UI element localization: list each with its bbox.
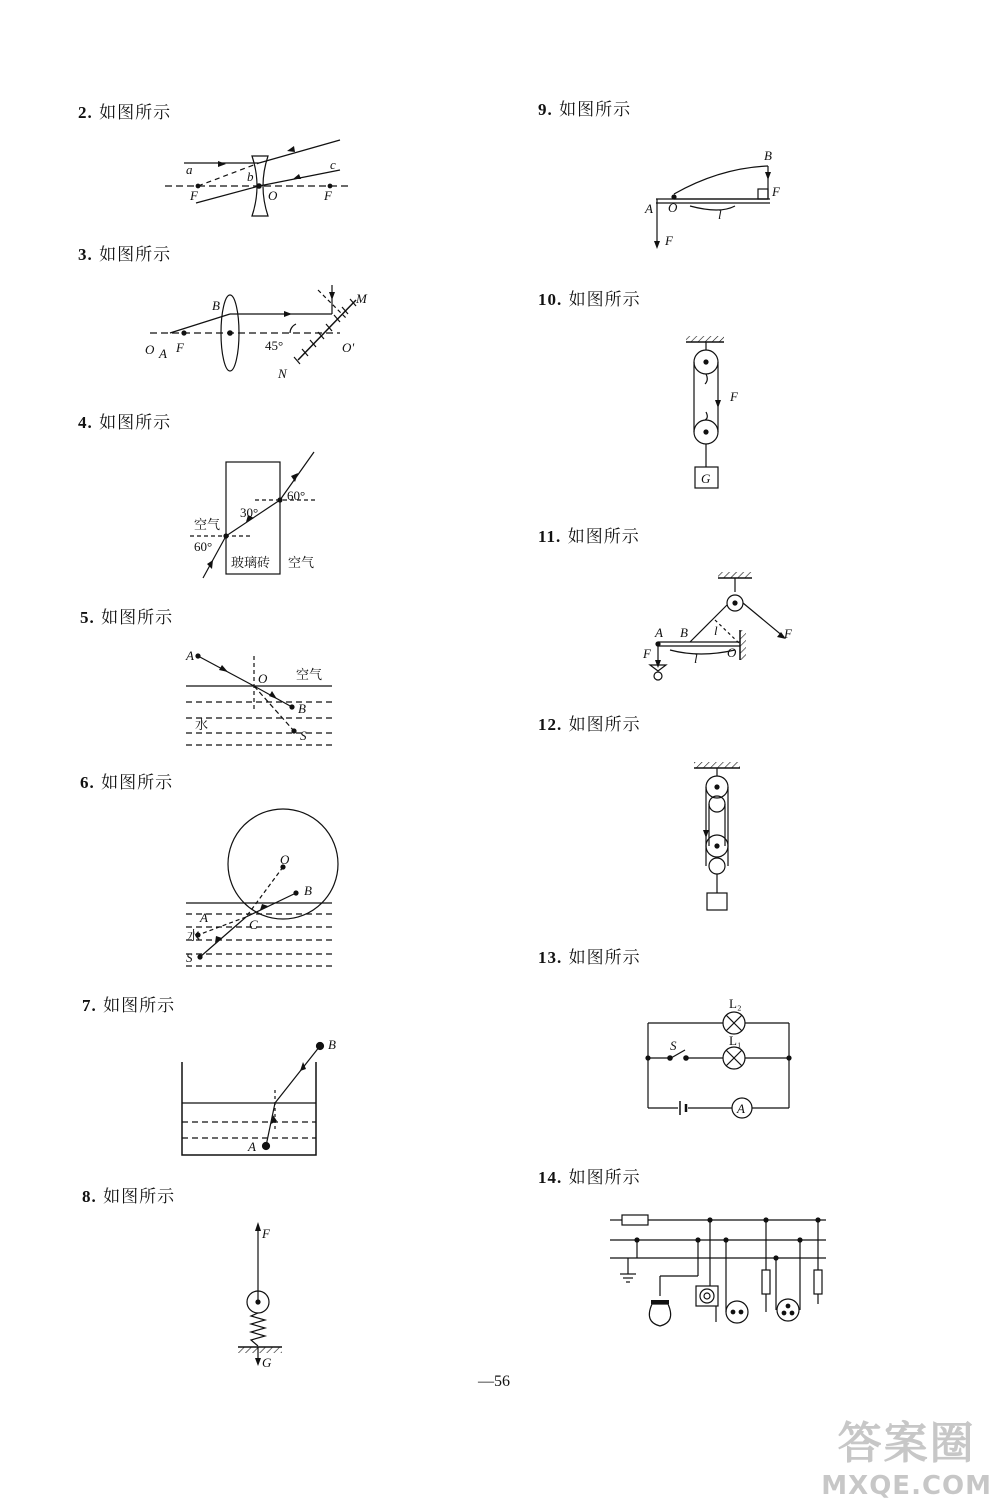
q13-label-l2: L₂: [729, 996, 742, 1011]
q11-label-o: O: [727, 645, 737, 660]
q11-label-f-right: F: [784, 626, 792, 641]
q3-label-m: M: [356, 291, 367, 306]
q8-label-f: F: [262, 1226, 270, 1241]
q11-label-l-top: l: [714, 623, 718, 638]
q3-label-n: N: [278, 366, 287, 381]
q13-label-a: A: [737, 1101, 745, 1116]
q2-label-b: b: [247, 169, 254, 184]
q10-label-f: F: [730, 389, 738, 404]
caption-q9: 9. 如图所示: [538, 100, 632, 120]
q9-label-l: l: [718, 207, 722, 222]
watermark-sub: MXQE.COM: [821, 1471, 992, 1501]
q4-label-angle-bottom: 60°: [194, 539, 213, 554]
q5-label-a: A: [186, 648, 194, 663]
q5-label-s: S: [300, 728, 307, 743]
caption-q6: 6. 如图所示: [80, 773, 174, 793]
q3-label-b: B: [212, 298, 220, 313]
q9-label-f-bottom: F: [665, 233, 673, 248]
caption-q10: 10. 如图所示: [538, 290, 641, 310]
caption-q2: 2. 如图所示: [78, 103, 172, 123]
q4-label-glass: 玻璃砖: [231, 555, 271, 570]
q6-label-c: C: [249, 917, 258, 932]
q2-label-a: a: [186, 162, 193, 177]
caption-q3: 3. 如图所示: [78, 245, 172, 265]
q9-label-b: B: [764, 148, 772, 163]
q11-label-a: A: [655, 625, 663, 640]
caption-q14: 14. 如图所示: [538, 1168, 641, 1188]
figure-q12-pulley: [694, 762, 740, 910]
q3-label-o-prime: O': [342, 340, 355, 355]
q2-label-o: O: [268, 188, 278, 203]
q4-label-air-right: 空气: [288, 555, 315, 570]
q7-label-b: B: [328, 1037, 336, 1052]
page-number: —56: [478, 1373, 510, 1390]
q11-label-l-bottom: l: [694, 651, 698, 666]
q9-label-o: O: [668, 200, 678, 215]
q11-label-b: B: [680, 625, 688, 640]
q6-label-b: B: [304, 883, 312, 898]
figure-q13-circuit: [646, 1012, 791, 1118]
caption-q5: 5. 如图所示: [80, 608, 174, 628]
q2-label-c: c: [330, 157, 336, 172]
q5-label-air: 空气: [296, 667, 323, 682]
q4-label-angle-mid: 30°: [240, 505, 259, 520]
caption-q12: 12. 如图所示: [538, 715, 641, 735]
q11-label-f-left: F: [643, 646, 651, 661]
q3-label-f: F: [176, 340, 184, 355]
q13-label-s: S: [670, 1038, 677, 1053]
q10-label-g: G: [701, 471, 711, 486]
caption-q7: 7. 如图所示: [82, 996, 176, 1016]
q13-label-l1: L₁: [729, 1033, 742, 1048]
q5-label-b: B: [298, 701, 306, 716]
caption-q4: 4. 如图所示: [78, 413, 172, 433]
q6-label-o: O: [280, 852, 290, 867]
caption-q8: 8. 如图所示: [82, 1187, 176, 1207]
q6-label-a: A: [200, 910, 208, 925]
figure-q3-lens-mirror: [150, 285, 356, 371]
q9-label-a: A: [645, 201, 653, 216]
figure-q11-crane: [650, 572, 786, 680]
q3-label-angle: 45°: [265, 338, 284, 353]
caption-q11: 11. 如图所示: [538, 527, 640, 547]
q9-label-f-top: F: [772, 184, 780, 199]
figure-q14-household-wiring: [610, 1215, 826, 1326]
q3-label-o: O: [145, 342, 155, 357]
q8-label-g: G: [262, 1355, 272, 1370]
q5-label-water: 水: [195, 717, 209, 732]
q5-label-o: O: [258, 671, 268, 686]
q7-label-a: A: [248, 1139, 256, 1154]
q4-label-angle-top: 60°: [287, 488, 306, 503]
figure-q6-sphere: [186, 809, 338, 966]
caption-q13: 13. 如图所示: [538, 948, 641, 968]
q6-label-water: 水: [187, 928, 201, 943]
q4-label-air-left: 空气: [194, 517, 221, 532]
figure-q8-spring: [238, 1222, 282, 1366]
watermark-main: 答案圈: [837, 1418, 976, 1469]
figure-q2-concave-lens: [165, 140, 352, 216]
q2-label-f-left: F: [190, 188, 198, 203]
q2-label-f-right: F: [324, 188, 332, 203]
figure-q10-pulley: [686, 336, 724, 488]
watermark-logo: [821, 1407, 992, 1501]
q3-label-a: A: [159, 346, 167, 361]
q6-label-s: S: [186, 950, 193, 965]
